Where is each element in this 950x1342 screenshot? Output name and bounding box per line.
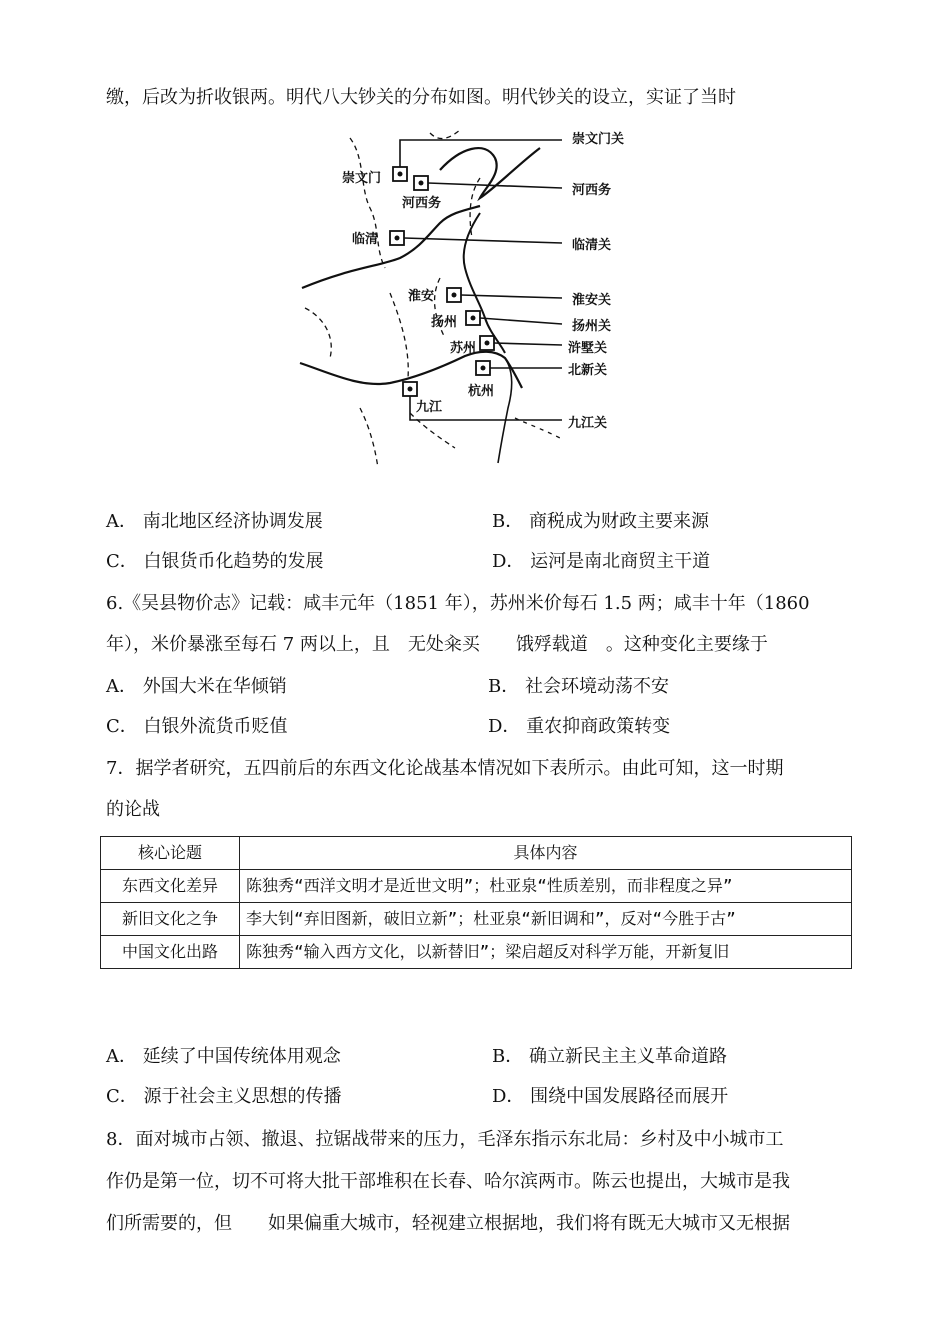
q5-option-d: D． 运河是南北商贸主干道 <box>492 551 711 572</box>
pass-yangzhou: 扬州关 <box>572 319 612 334</box>
q6-option-c: C． 白银外流货币贬值 <box>106 716 288 737</box>
east-coast <box>498 358 512 463</box>
q7-option-c: C． 源于社会主义思想的传播 <box>106 1086 342 1107</box>
pass-chongwenmen: 崇文门关 <box>572 132 625 147</box>
table-header-topic: 核心论题 <box>101 837 240 870</box>
pass-huaian: 淮安关 <box>572 293 612 308</box>
q8-line-2: 作仍是第一位，切不可将大批干部堆积在长春、哈尔滨两市。陈云也提出，大城市是我 <box>106 1171 790 1192</box>
yellow-river <box>302 206 480 288</box>
city-yangzhou: 扬州 <box>431 315 458 330</box>
q6-option-d: D． 重农抑商政策转变 <box>488 716 671 737</box>
q5-option-a: A． 南北地区经济协调发展 <box>106 511 323 532</box>
city-huaian: 淮安 <box>408 289 435 304</box>
city-hangzhou: 杭州 <box>468 384 495 399</box>
coastline <box>440 148 540 198</box>
q7-line-1: 7．据学者研究，五四前后的东西文化论战基本情况如下表所示。由此可知，这一时期 <box>106 758 784 779</box>
pass-xushu: 浒墅关 <box>568 341 608 356</box>
q7-option-b: B． 确立新民主主义革命道路 <box>492 1046 727 1067</box>
q6-option-b: B． 社会环境动荡不安 <box>488 676 669 697</box>
table-row <box>101 903 852 936</box>
q6-option-a: A． 外国大米在华倾销 <box>106 676 287 697</box>
pass-beixin: 北新关 <box>568 363 608 378</box>
pass-jiujiang: 九江关 <box>568 416 608 431</box>
q6-line-2: 年），米价暴涨至每石 7 两以上，且 无处籴买 饿殍载道 。这种变化主要缘于 <box>106 634 768 655</box>
city-suzhou: 苏州 <box>450 341 477 356</box>
table-cell-content: 李大钊“弃旧图新，破旧立新”；杜亚泉“新旧调和”，反对“今胜于古” <box>240 903 852 936</box>
q8-line-1: 8．面对城市占领、撤退、拉锯战带来的压力，毛泽东指示东北局：乡村及中小城市工 <box>106 1129 784 1150</box>
q7-option-d: D． 围绕中国发展路径而展开 <box>492 1086 729 1107</box>
table-row <box>101 870 852 903</box>
table-cell-content: 陈独秀“西洋文明才是近世文明”；杜亚泉“性质差别，而非程度之异” <box>240 870 852 903</box>
debate-table <box>100 836 852 969</box>
q8-line-3: 们所需要的，但 如果偏重大城市，轻视建立根据地，我们将有既无大城市又无根据 <box>106 1213 790 1234</box>
table-cell-topic: 中国文化出路 <box>101 936 240 969</box>
q6-line-1: 6.《吴县物价志》记载：咸丰元年（1851 年），苏州米价每石 1.5 两；咸丰十年（1860 <box>106 593 810 614</box>
q7-option-a: A． 延续了中国传统体用观念 <box>106 1046 341 1067</box>
coast-south <box>464 213 505 353</box>
table-row <box>101 936 852 969</box>
city-chongwenmen: 崇文门 <box>342 171 382 186</box>
table-header-content: 具体内容 <box>240 837 852 870</box>
city-linqing: 临清 <box>352 232 379 247</box>
ming-customs-map <box>290 118 635 473</box>
pass-linqing: 临清关 <box>572 238 612 253</box>
q5-option-c: C． 白银货币化趋势的发展 <box>106 551 324 572</box>
city-hexiwu: 河西务 <box>402 196 442 211</box>
table-header-row <box>101 837 852 870</box>
table-cell-content: 陈独秀“输入西方文化，以新替旧”；梁启超反对科学万能，开新复旧 <box>240 936 852 969</box>
q5-stem-line: 缴，后改为折收银两。明代八大钞关的分布如图。明代钞关的设立，实证了当时 <box>106 87 736 108</box>
table-cell-topic: 东西文化差异 <box>101 870 240 903</box>
pass-hexiwu: 河西务 <box>572 183 612 198</box>
q5-option-b: B． 商税成为财政主要来源 <box>492 511 709 532</box>
table-cell-topic: 新旧文化之争 <box>101 903 240 936</box>
q7-line-2: 的论战 <box>106 799 160 820</box>
city-jiujiang: 九江 <box>416 400 443 415</box>
